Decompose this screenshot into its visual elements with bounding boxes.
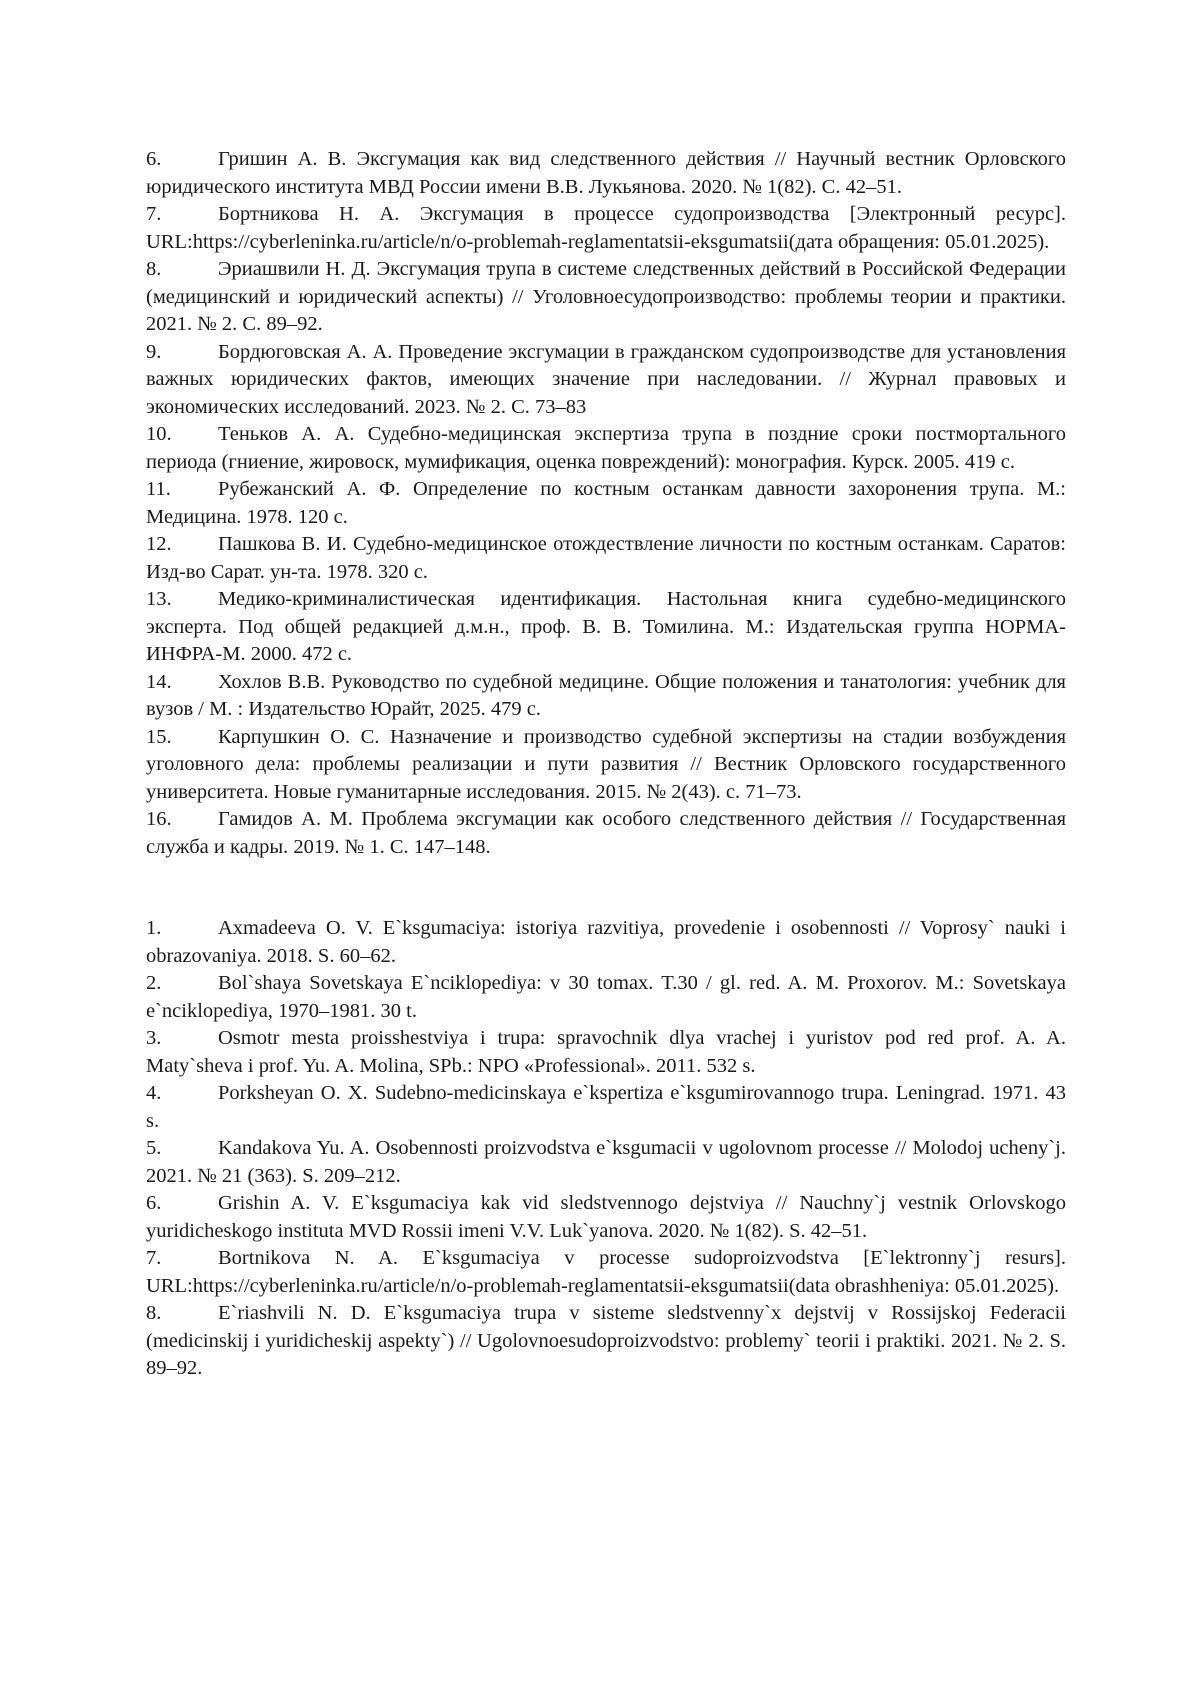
reference-text: Kandakova Yu. A. Osobennosti proizvodstva e`ksgumacii v ugolovnom processe // Molodoj ucheny`j. 2021. № 21 (363). S. 209–212.: [146, 1137, 1066, 1187]
reference-number: 2.: [146, 970, 218, 998]
reference-text: Grishin A. V. E`ksgumaciya kak vid sledstvennogo dejstviya // Nauchny`j vestnik Orlovskogo yuridicheskogo instituta MVD Rossii imeni V.V. Luk`yanova. 2020. № 1(82). S. 42–51.: [146, 1192, 1066, 1242]
reference-number: 16.: [146, 806, 218, 834]
reference-text: Bortnikova N. A. E`ksgumaciya v processe sudoproizvodstva [E`lektronny`j resurs]. URL:https://cyberleninka.ru/article/n/o-problemah-reglamentatsii-eksgumatsii(data obrashheniya: 05.01.2025).: [146, 1247, 1066, 1297]
reference-number: 5.: [146, 1135, 218, 1163]
reference-number: 10.: [146, 421, 218, 449]
reference-text: Porksheyan O. X. Sudebno-medicinskaya e`kspertiza e`ksgumirovannogo trupa. Leningrad. 1971. 43 s.: [146, 1082, 1066, 1132]
reference-item: [146, 1080, 1066, 1135]
reference-number: 6.: [146, 1190, 218, 1218]
reference-number: 13.: [146, 586, 218, 614]
reference-text: Bol`shaya Sovetskaya E`nciklopediya: v 30 tomax. T.30 / gl. red. A. M. Proxorov. M.: Sovetskaya e`nciklopediya, 1970–1981. 30 t.: [146, 972, 1066, 1022]
reference-item: [146, 806, 1066, 861]
reference-item: [146, 146, 1066, 201]
reference-list-russian: [146, 146, 1066, 861]
reference-number: 9.: [146, 339, 218, 367]
section-spacer: [146, 861, 1066, 915]
reference-item: [146, 256, 1066, 339]
reference-text: Теньков А. А. Судебно-медицинская экспертиза трупа в поздние сроки постмортального периода (гниение, жировоск, мумификация, оценка повреждений): монография. Курск. 2005. 419 с.: [146, 423, 1066, 473]
reference-item: [146, 1135, 1066, 1190]
reference-text: Рубежанский А. Ф. Определение по костным останкам давности захоронения трупа. М.: Медицина. 1978. 120 с.: [146, 478, 1066, 528]
reference-item: [146, 970, 1066, 1025]
reference-number: 4.: [146, 1080, 218, 1108]
reference-item: [146, 586, 1066, 669]
reference-number: 7.: [146, 201, 218, 229]
reference-number: 15.: [146, 724, 218, 752]
reference-number: 8.: [146, 1300, 218, 1328]
reference-item: [146, 1245, 1066, 1300]
reference-item: [146, 724, 1066, 807]
reference-item: [146, 476, 1066, 531]
reference-number: 1.: [146, 915, 218, 943]
reference-list-transliterated: [146, 915, 1066, 1383]
reference-number: 8.: [146, 256, 218, 284]
reference-number: 7.: [146, 1245, 218, 1273]
reference-item: [146, 421, 1066, 476]
reference-item: [146, 1025, 1066, 1080]
reference-item: [146, 1300, 1066, 1383]
document-page: [0, 0, 1200, 1697]
reference-text: Бортникова Н. А. Эксгумация в процессе судопроизводства [Электронный ресурс]. URL:https://cyberleninka.ru/article/n/o-problemah-reglamentatsii-eksgumatsii(дата обращения: 05.01.2025).: [146, 203, 1066, 253]
reference-number: 6.: [146, 146, 218, 174]
reference-number: 14.: [146, 669, 218, 697]
reference-text: Хохлов В.В. Руководство по судебной медицине. Общие положения и танатология: учебник для вузов / М. : Издательство Юрайт, 2025. 479 с.: [146, 671, 1066, 721]
reference-text: Эриашвили Н. Д. Эксгумация трупа в системе следственных действий в Российской Федерации (медицинский и юридический аспекты) // Уголовноесудопроизводство: проблемы теории и практики. 2021. № 2. С. 89–92.: [146, 258, 1066, 335]
reference-text: Пашкова В. И. Судебно-медицинское отождествление личности по костным останкам. Саратов: Изд-во Сарат. ун-та. 1978. 320 с.: [146, 533, 1066, 583]
reference-number: 12.: [146, 531, 218, 559]
reference-text: Карпушкин О. С. Назначение и производство судебной экспертизы на стадии возбуждения уголовного дела: проблемы реализации и пути развития // Вестник Орловского государственного университета. Новые гуманитарные исследования. 2015. № 2(43). с. 71–73.: [146, 726, 1066, 803]
reference-item: [146, 915, 1066, 970]
reference-item: [146, 1190, 1066, 1245]
reference-text: Axmadeeva O. V. E`ksgumaciya: istoriya razvitiya, provedenie i osobennosti // Voprosy` nauki i obrazovaniya. 2018. S. 60–62.: [146, 917, 1066, 967]
reference-item: [146, 531, 1066, 586]
reference-text: Гамидов А. М. Проблема эксгумации как особого следственного действия // Государственная служба и кадры. 2019. № 1. С. 147–148.: [146, 808, 1066, 858]
reference-item: [146, 669, 1066, 724]
references-content: [146, 146, 1066, 1383]
reference-number: 11.: [146, 476, 218, 504]
reference-item: [146, 201, 1066, 256]
reference-text: Гришин А. В. Эксгумация как вид следственного действия // Научный вестник Орловского юридического института МВД России имени В.В. Лукьянова. 2020. № 1(82). С. 42–51.: [146, 148, 1066, 198]
reference-number: 3.: [146, 1025, 218, 1053]
reference-text: Osmotr mesta proisshestviya i trupa: spravochnik dlya vrachej i yuristov pod red prof. A. A. Maty`sheva i prof. Yu. A. Molina, SPb.: NPO «Professional». 2011. 532 s.: [146, 1027, 1066, 1077]
reference-text: Медико-криминалистическая идентификация. Настольная книга судебно-медицинского эксперта. Под общей редакцией д.м.н., проф. В. В. Томилина. М.: Издательская группа НОРМА-ИНФРА-М. 2000. 472 с.: [146, 588, 1066, 665]
reference-text: Бордюговская А. А. Проведение эксгумации в гражданском судопроизводстве для установления важных юридических фактов, имеющих значение при наследовании. // Журнал правовых и экономических исследований. 2023. № 2. С. 73–83: [146, 341, 1066, 418]
reference-item: [146, 339, 1066, 422]
reference-text: E`riashvili N. D. E`ksgumaciya trupa v sisteme sledstvenny`x dejstvij v Rossijskoj Federacii (medicinskij i yuridicheskij aspekty`) // Ugolovnoesudoproizvodstvo: problemy` teorii i praktiki. 2021. № 2. S. 89–92.: [146, 1302, 1066, 1379]
